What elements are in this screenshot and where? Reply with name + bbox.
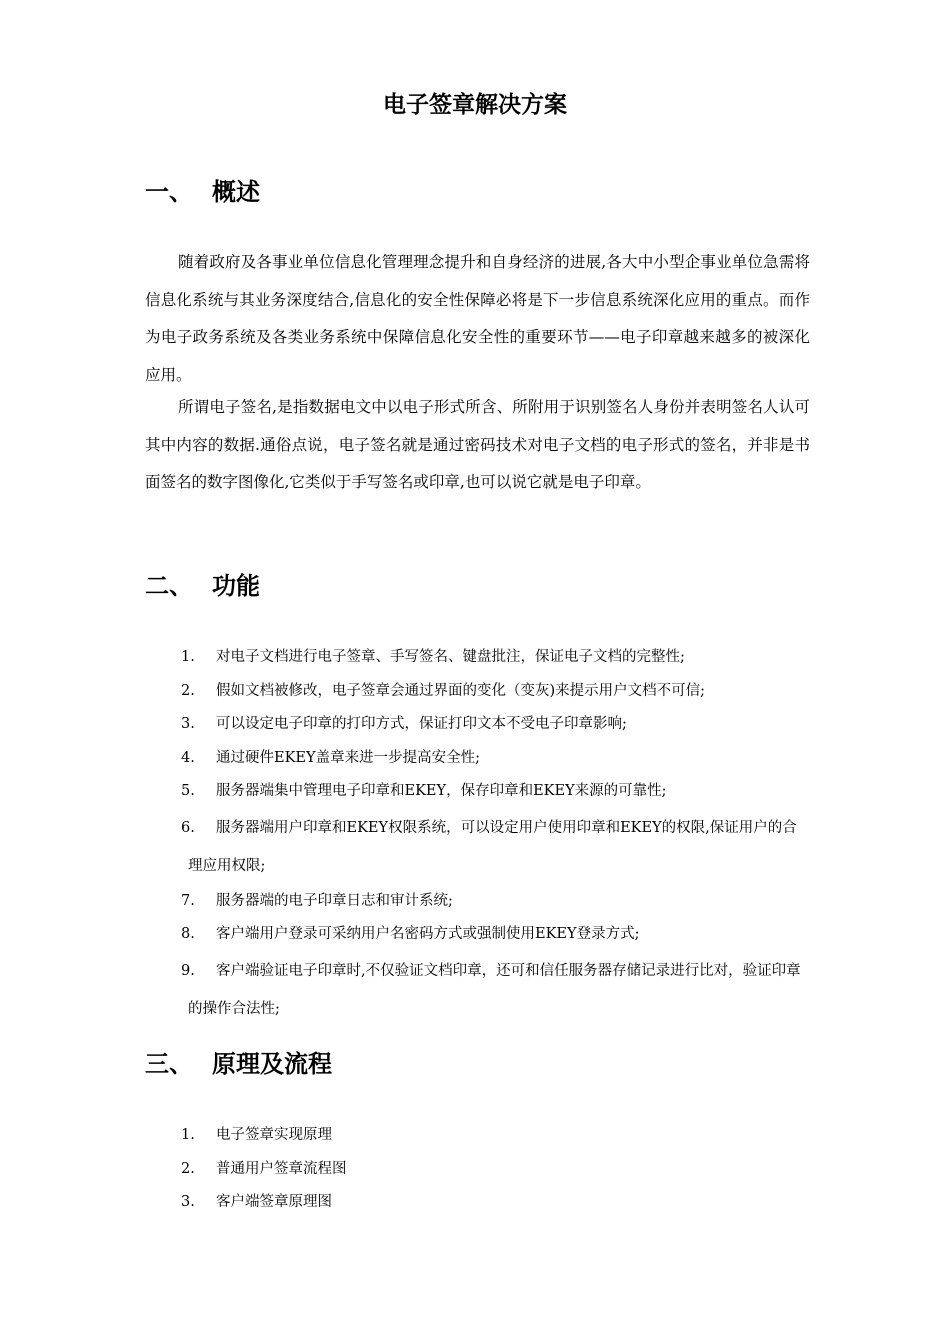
section-title: 原理及流程 — [212, 1050, 332, 1078]
list-item — [181, 641, 811, 675]
list-item-text: 通过硬件EKEY盖章来进一步提高安全性; — [216, 749, 480, 766]
list-item-number: 5. — [181, 783, 195, 799]
principle-list — [181, 1119, 811, 1220]
section-number: 三、 — [145, 1050, 193, 1078]
list-item-text: 普通用户签章流程图 — [216, 1160, 347, 1177]
list-item — [181, 708, 811, 742]
list-item — [181, 1153, 811, 1187]
list-item-number: 7. — [181, 892, 195, 909]
section-title: 概述 — [212, 178, 260, 206]
list-item-text: 客户端签章原理图 — [216, 1194, 332, 1210]
list-item-number: 2. — [181, 1160, 195, 1177]
list-item-text: 服务器端用户印章和EKEY权限系统，可以设定用户使用印章和EKEY的权限,保证用户的合理应用权限; — [188, 819, 797, 874]
list-item-text: 服务器端集中管理电子印章和EKEY，保存印章和EKEY来源的可靠性; — [216, 783, 667, 799]
list-item-number: 8. — [181, 926, 195, 942]
list-item-text: 客户端用户登录可采纳用户名密码方式或强制使用EKEY登录方式; — [216, 926, 640, 942]
list-item-number: 9. — [181, 962, 195, 979]
section-number: 一、 — [145, 178, 193, 206]
paragraph: 所谓电子签名,是指数据电文中以电子形式所含、所附用于识别签名人身份并表明签名人认可其中内容的数据.通俗点说，电子签名就是通过密码技术对电子文档的电子形式的签名，并非是书面签名的数字图像化,它类似于手写签名或印章,也可以说它就是电子印章。 — [145, 398, 810, 491]
list-item-text: 对电子文档进行电子签章、手写签名、键盘批注，保证电子文档的完整性; — [216, 649, 685, 665]
list-item-number: 6. — [181, 819, 195, 836]
list-item-number: 3. — [181, 1194, 195, 1210]
list-item-text: 假如文档被修改，电子签章会通过界面的变化（变灰)来提示用户文档不可信; — [216, 682, 706, 699]
paragraph: 随着政府及各事业单位信息化管理理念提升和自身经济的进展,各大中小型企事业单位急需将信息化系统与其业务深度结合,信息化的安全性保障必将是下一步信息系统深化应用的重点。而作为电子政务系统及各类业务系统中保障信息化安全性的重要环节——电子印章越来越多的被深化应用。 — [145, 253, 810, 384]
list-item-text: 可以设定电子印章的打印方式，保证打印文本不受电子印章影响; — [216, 716, 627, 732]
list-item-number: 1. — [181, 1127, 195, 1143]
list-item-number: 1. — [181, 649, 195, 665]
section-heading-principle — [145, 1047, 332, 1081]
list-item-number: 4. — [181, 749, 195, 766]
list-item — [181, 675, 811, 709]
list-item — [181, 742, 811, 776]
list-item-text: 电子签章实现原理 — [216, 1127, 332, 1143]
list-item-text: 客户端验证电子印章时,不仅验证文档印章，还可和信任服务器存储记录进行比对，验证印章的操作合法性; — [188, 962, 801, 1017]
document-title: 电子签章解决方案 — [383, 92, 567, 118]
section-number: 二、 — [145, 572, 193, 600]
list-item-number: 2. — [181, 682, 195, 699]
section-title: 功能 — [212, 572, 260, 600]
list-item — [181, 1186, 811, 1220]
list-item-number: 3. — [181, 716, 195, 732]
feature-list — [181, 641, 811, 1028]
list-item-text: 服务器端的电子印章日志和审计系统; — [216, 892, 453, 909]
list-item — [181, 1119, 811, 1153]
section-heading-overview — [145, 175, 260, 209]
list-item — [181, 918, 811, 952]
list-item — [181, 809, 811, 885]
list-item — [181, 775, 811, 809]
list-item — [181, 952, 811, 1028]
list-item — [181, 885, 811, 919]
section-heading-features — [145, 569, 260, 603]
